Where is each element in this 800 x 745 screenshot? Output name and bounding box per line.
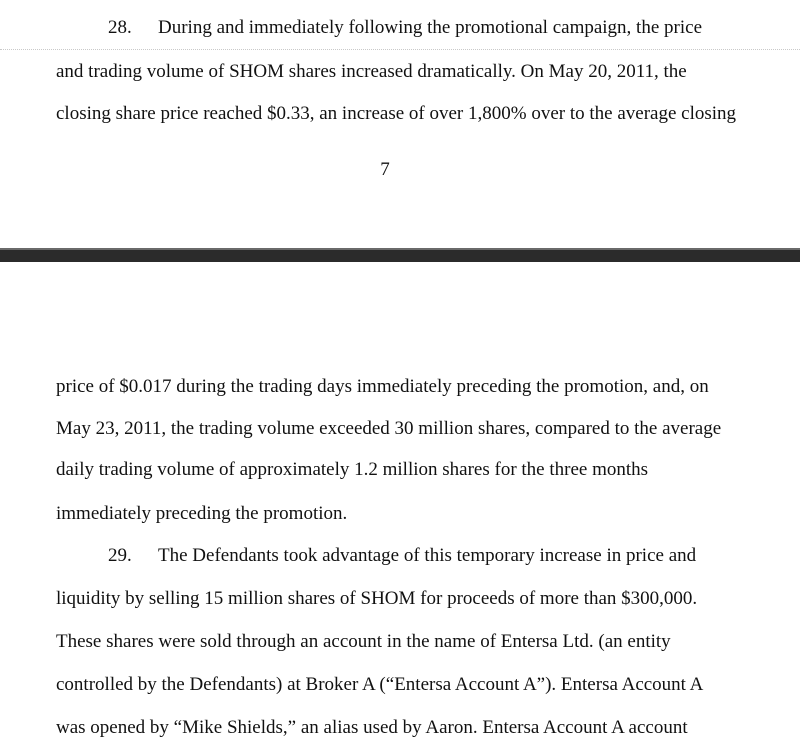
paragraph-28-cont-line-4: immediately preceding the promotion.: [56, 503, 348, 524]
paragraph-29-line-2: liquidity by selling 15 million shares of SHOM for proceeds of more than $300,000.: [56, 588, 698, 609]
document-page-top: [0, 0, 800, 248]
paragraph-28-line-1: During and immediately following the promotional campaign, the price: [158, 17, 702, 38]
document-page-bottom: [0, 262, 800, 745]
paragraph-28-number: 28.: [108, 17, 132, 38]
page-break-edge: [0, 248, 800, 250]
page-break-divider: [0, 248, 800, 262]
paragraph-29-line-3: These shares were sold through an account in the name of Entersa Ltd. (an entity: [56, 631, 671, 652]
paragraph-28-first-line: [108, 17, 702, 39]
paragraph-29-number: 29.: [108, 545, 132, 566]
paragraph-28-line-2: and trading volume of SHOM shares increased dramatically. On May 20, 2011, the: [56, 61, 687, 82]
paragraph-29-first-line: [108, 545, 696, 567]
paragraph-28-cont-line-1: price of $0.017 during the trading days immediately preceding the promotion, and, on: [56, 376, 709, 397]
paragraph-29-line-5: was opened by “Mike Shields,” an alias used by Aaron. Entersa Account A account: [56, 717, 688, 738]
page-number: 7: [380, 159, 390, 180]
paragraph-28-cont-line-3: daily trading volume of approximately 1.2 million shares for the three months: [56, 459, 649, 480]
paragraph-29-line-4: controlled by the Defendants) at Broker A (“Entersa Account A”). Entersa Account A: [56, 674, 704, 695]
paragraph-29-line-1: The Defendants took advantage of this temporary increase in price and: [158, 545, 697, 566]
paragraph-28-line-3: closing share price reached $0.33, an increase of over 1,800% over to the average closing: [56, 103, 737, 124]
scan-artifact-rule: [0, 49, 800, 50]
paragraph-28-cont-line-2: May 23, 2011, the trading volume exceeded 30 million shares, compared to the average: [56, 418, 722, 439]
